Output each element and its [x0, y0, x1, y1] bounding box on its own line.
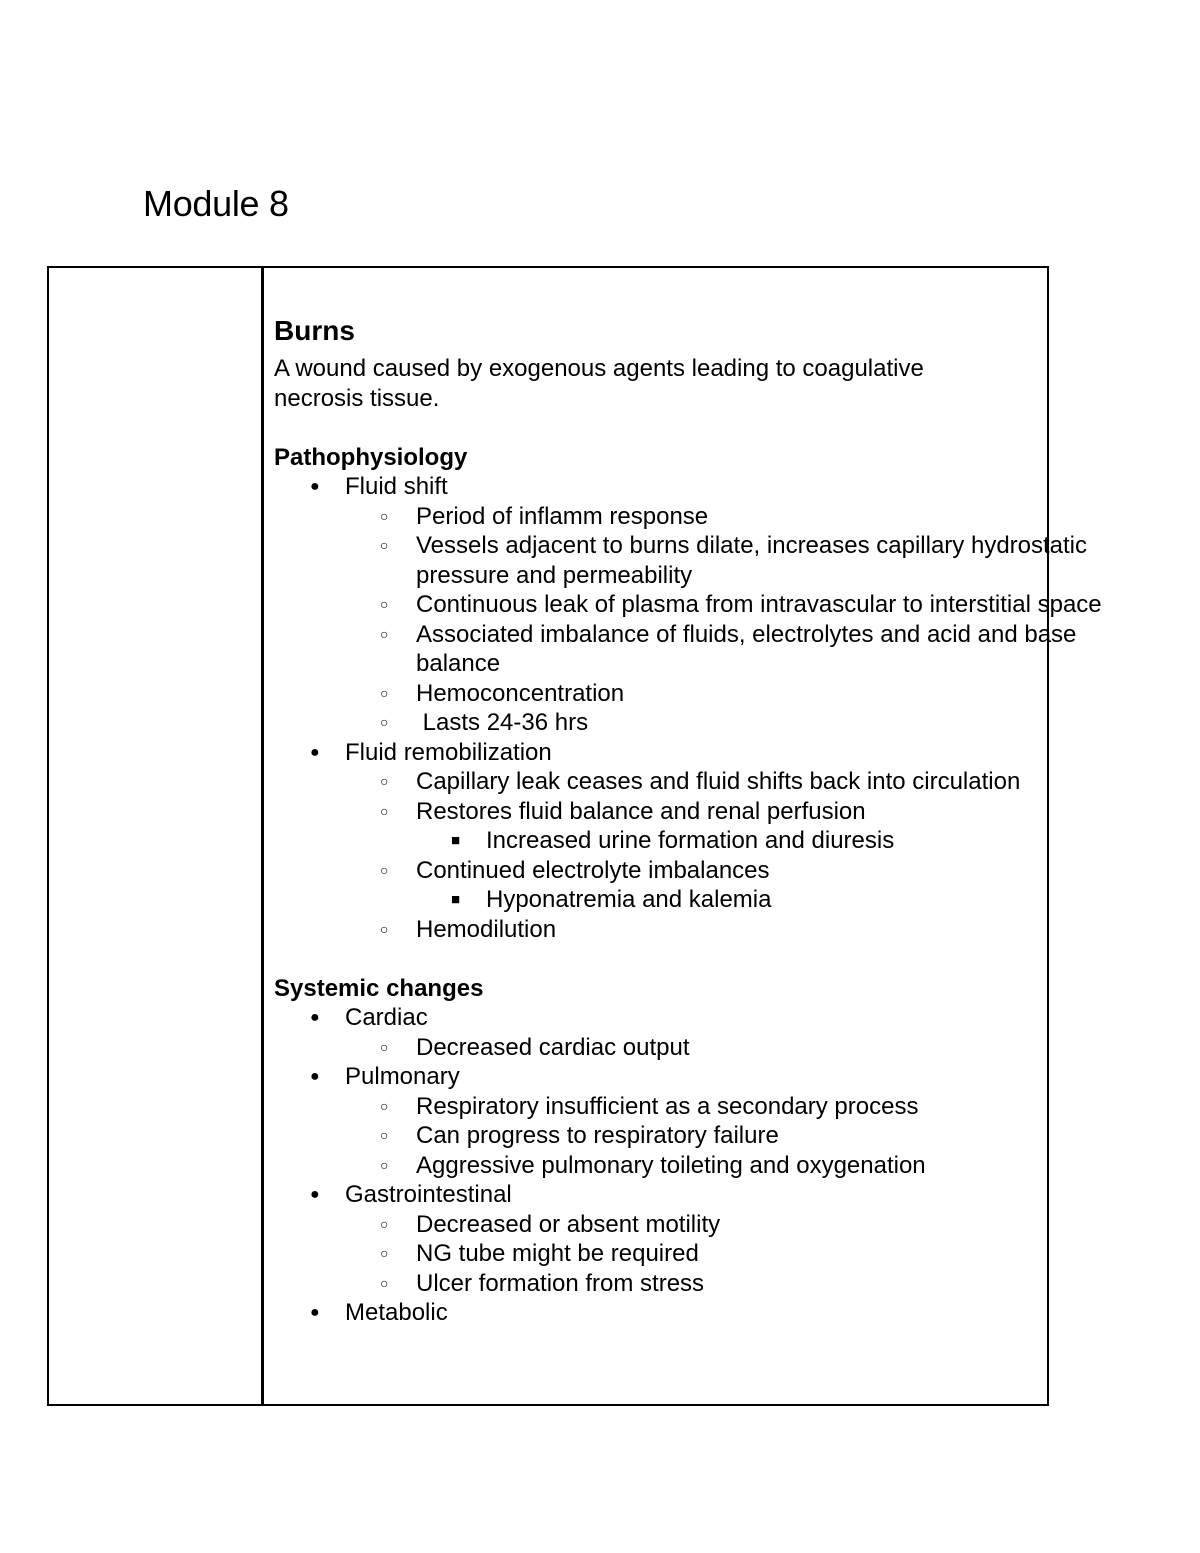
- list-item-row: [274, 590, 1156, 620]
- bullet-list-level-2: [274, 767, 1156, 944]
- list-item-text: Increased urine formation and diuresis: [486, 827, 895, 854]
- list-item-text: Period of inflamm response: [416, 502, 709, 530]
- list-item-row: [274, 620, 1156, 679]
- list-item-row: [274, 708, 1156, 738]
- bullet-list-level-3: [274, 885, 1156, 915]
- bullet-list-level-1: [274, 472, 1156, 944]
- list-item: [274, 915, 1156, 945]
- filled-circle-bullet-icon: ●: [310, 478, 320, 495]
- list-item: [274, 1239, 1156, 1269]
- hollow-circle-bullet-icon: ○: [380, 861, 389, 878]
- list-item: [274, 590, 1156, 620]
- page-title: Module 8: [143, 183, 289, 224]
- list-item: [274, 1003, 1156, 1062]
- list-item-text: Decreased or absent motility: [416, 1210, 721, 1238]
- list-item-row: [274, 1092, 1156, 1122]
- hollow-circle-bullet-icon: ○: [380, 1038, 389, 1055]
- list-item-text: Lasts 24-36 hrs: [416, 709, 589, 736]
- list-item: [274, 472, 1156, 738]
- notes-table: [47, 266, 1102, 1406]
- bullet-list-level-2: [274, 1092, 1156, 1181]
- list-item: [274, 620, 1156, 679]
- list-item: [274, 531, 1156, 590]
- list-item: [274, 738, 1156, 945]
- list-item: [274, 856, 1156, 915]
- list-item: [274, 826, 1156, 856]
- sections-container: [274, 443, 1156, 1328]
- bullet-list-level-2: [274, 502, 1156, 738]
- list-item: [274, 1180, 1156, 1298]
- list-item-row: [274, 1033, 1156, 1063]
- list-item: [274, 1121, 1156, 1151]
- filled-circle-bullet-icon: ●: [310, 1068, 320, 1085]
- list-item: [274, 1298, 1156, 1328]
- list-item-row: [274, 826, 1156, 856]
- filled-circle-bullet-icon: ●: [310, 1186, 320, 1203]
- list-item-text: Decreased cardiac output: [416, 1033, 690, 1061]
- list-item-row: [274, 531, 1156, 590]
- bullet-list-level-2: [274, 1210, 1156, 1299]
- hollow-circle-bullet-icon: ○: [380, 684, 389, 701]
- list-item-text: Vessels adjacent to burns dilate, increases capillary hydrostatic pressure and permeability: [416, 532, 1094, 589]
- list-item-text: Respiratory insufficient as a secondary process: [416, 1092, 919, 1120]
- list-item-row: [274, 1298, 1156, 1328]
- list-item: [274, 1269, 1156, 1299]
- list-item: [274, 797, 1156, 856]
- section-heading: Systemic changes: [274, 974, 484, 1002]
- list-item-text: Aggressive pulmonary toileting and oxygenation: [416, 1151, 926, 1179]
- list-item-row: [274, 502, 1156, 532]
- notes-column: [264, 268, 1176, 1404]
- hollow-circle-bullet-icon: ○: [380, 1127, 389, 1143]
- list-item-row: [274, 885, 1156, 915]
- filled-square-bullet-icon: ■: [451, 832, 461, 849]
- cue-column: [49, 268, 264, 1404]
- list-item-text: Pulmonary: [345, 1063, 460, 1090]
- list-item-row: [274, 1121, 1156, 1151]
- topic-heading: Burns: [274, 315, 355, 346]
- list-item: [274, 708, 1156, 738]
- list-item-text: Hemodilution: [416, 915, 557, 943]
- list-item-row: [274, 1269, 1156, 1299]
- list-item-row: [274, 679, 1156, 709]
- list-item-text: Continued electrolyte imbalances: [416, 856, 770, 884]
- list-item-row: [274, 1210, 1156, 1240]
- list-item: [274, 1210, 1156, 1240]
- list-item-text: Can progress to respiratory failure: [416, 1122, 779, 1149]
- section-heading: Pathophysiology: [274, 443, 468, 471]
- hollow-circle-bullet-icon: ○: [380, 537, 389, 553]
- hollow-circle-bullet-icon: ○: [380, 920, 389, 937]
- filled-circle-bullet-icon: ●: [310, 743, 320, 761]
- list-item-text: Capillary leak ceases and fluid shifts back into circulation: [416, 768, 1021, 795]
- list-item-row: [274, 1239, 1156, 1269]
- bullet-list-level-1: [274, 1003, 1156, 1328]
- list-item-row: [274, 797, 1156, 827]
- list-item: [274, 679, 1156, 709]
- list-item-text: Metabolic: [345, 1299, 448, 1326]
- filled-circle-bullet-icon: ●: [310, 1009, 320, 1026]
- list-item: [274, 1092, 1156, 1122]
- hollow-circle-bullet-icon: ○: [380, 1274, 389, 1291]
- hollow-circle-bullet-icon: ○: [380, 625, 389, 642]
- hollow-circle-bullet-icon: ○: [380, 1156, 389, 1173]
- list-item-row: [274, 472, 1156, 502]
- list-item-text: Cardiac: [345, 1004, 428, 1031]
- filled-circle-bullet-icon: ●: [310, 1304, 320, 1321]
- list-item: [274, 767, 1156, 797]
- filled-square-bullet-icon: ■: [451, 891, 461, 908]
- bullet-list-level-2: [274, 1033, 1156, 1063]
- list-item-row: [274, 1062, 1156, 1092]
- list-item-row: [274, 738, 1156, 768]
- list-item: [274, 1033, 1156, 1063]
- hollow-circle-bullet-icon: ○: [380, 596, 389, 612]
- list-item-row: [274, 1180, 1156, 1210]
- hollow-circle-bullet-icon: ○: [380, 1097, 389, 1114]
- hollow-circle-bullet-icon: ○: [380, 773, 389, 789]
- list-item-text: Restores fluid balance and renal perfusion: [416, 797, 866, 825]
- list-item-text: Continuous leak of plasma from intravascular to interstitial space: [416, 591, 1102, 618]
- list-item-text: Associated imbalance of fluids, electrolytes and acid and base balance: [416, 620, 1084, 677]
- hollow-circle-bullet-icon: ○: [380, 714, 389, 730]
- list-item-text: NG tube might be required: [416, 1240, 699, 1267]
- hollow-circle-bullet-icon: ○: [380, 1245, 389, 1261]
- list-item: [274, 885, 1156, 915]
- bullet-list-level-3: [274, 826, 1156, 856]
- list-item-text: Hyponatremia and kalemia: [486, 886, 772, 913]
- hollow-circle-bullet-icon: ○: [380, 802, 389, 819]
- list-item-text: Gastrointestinal: [345, 1181, 512, 1208]
- hollow-circle-bullet-icon: ○: [380, 1215, 389, 1232]
- list-item: [274, 1062, 1156, 1180]
- list-item-text: Fluid shift: [345, 473, 448, 500]
- list-item: [274, 1151, 1156, 1181]
- list-item-text: Hemoconcentration: [416, 679, 625, 707]
- list-item-row: [274, 1151, 1156, 1181]
- list-item-text: Ulcer formation from stress: [416, 1269, 705, 1297]
- hollow-circle-bullet-icon: ○: [380, 507, 389, 524]
- list-item-row: [274, 767, 1156, 797]
- list-item-row: [274, 856, 1156, 886]
- list-item-row: [274, 915, 1156, 945]
- topic-definition: A wound caused by exogenous agents leading to coagulative necrosis tissue.: [274, 355, 924, 412]
- list-item-row: [274, 1003, 1156, 1033]
- list-item: [274, 502, 1156, 532]
- list-item-text: Fluid remobilization: [345, 738, 552, 766]
